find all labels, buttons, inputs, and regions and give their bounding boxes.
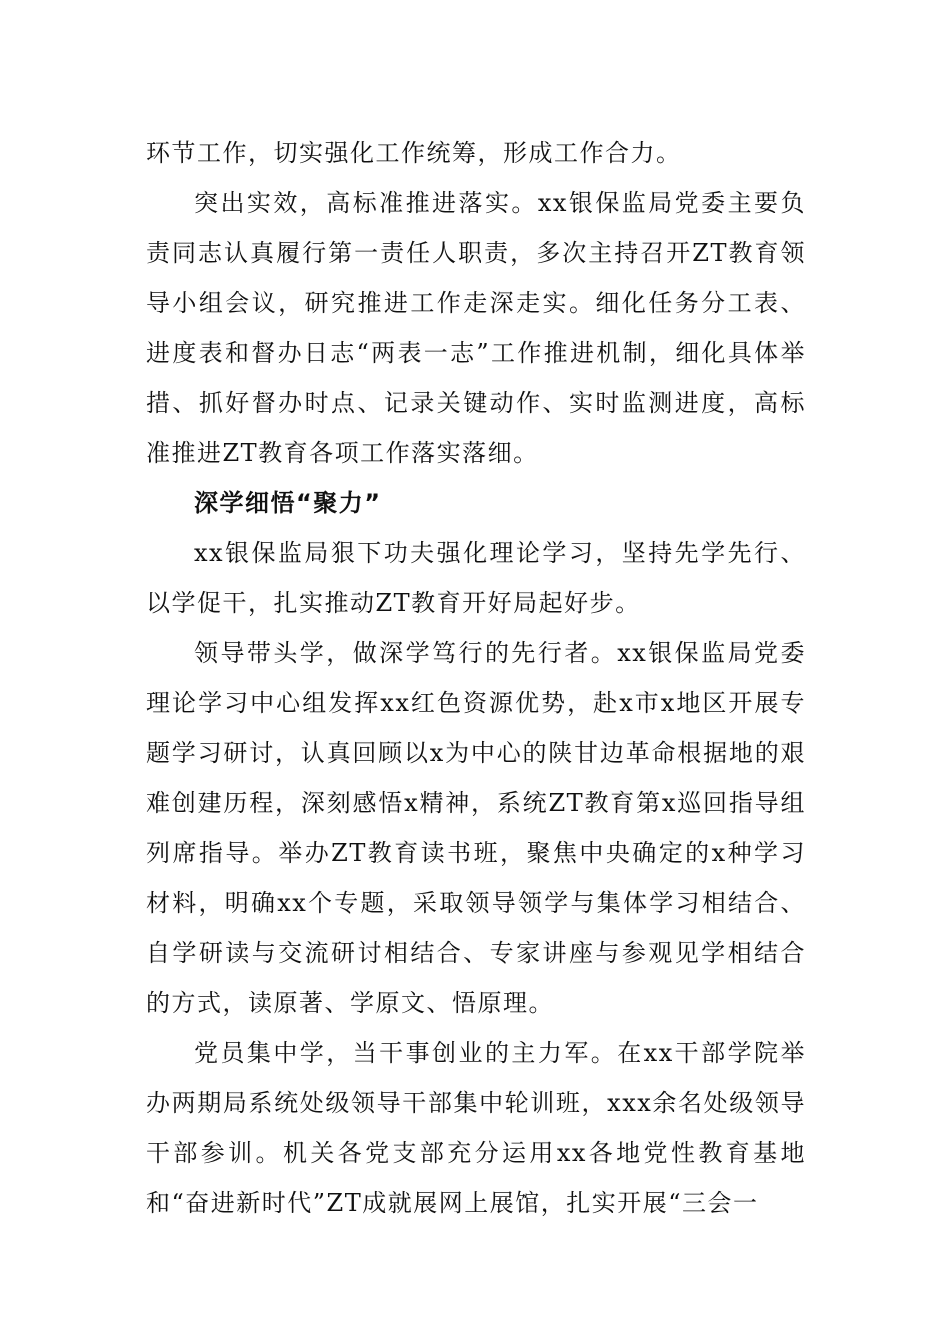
paragraph-section-intro: xx银保监局狠下功夫强化理论学习，坚持先学先行、以学促干，扎实推动ZT教育开好局起好步。 <box>146 539 806 617</box>
section-heading: 深学细悟“聚力” <box>194 489 382 517</box>
paragraph-members-study: 党员集中学，当干事创业的主力军。在xx干部学院举办两期局系统处级领导干部集中轮训班，xxx余名处级领导干部参训。机关各党支部充分运用xx各地党性教育基地和“奋进新时代”ZT成就展网上展馆，扎实开展“三会一 <box>146 1039 806 1217</box>
paragraph-leaders-study: 领导带头学，做深学笃行的先行者。xx银保监局党委理论学习中心组发挥xx红色资源优势，赴x市x地区开展专题学习研讨，认真回顾以x为中心的陕甘边革命根据地的艰难创建历程，深刻感悟x精神，系统ZT教育第x巡回指导组列席指导。举办ZT教育读书班，聚焦中央确定的x种学习材料，明确xx个专题，采取领导领学与集体学习相结合、自学研读与交流研讨相结合、专家讲座与参观见学相结合的方式，读原著、学原文、悟原理。 <box>146 639 806 1017</box>
paragraph-practical-results: 突出实效，高标准推进落实。xx银保监局党委主要负责同志认真履行第一责任人职责，多次主持召开ZT教育领导小组会议，研究推进工作走深走实。细化任务分工表、进度表和督办日志“两表一志”工作推进机制，细化具体举措、抓好督办时点、记录关键动作、实时监测进度，高标准推进ZT教育各项工作落实落细。 <box>146 189 806 467</box>
document-body <box>146 128 806 1228</box>
paragraph-continuation: 环节工作，切实强化工作统筹，形成工作合力。 <box>146 139 682 167</box>
